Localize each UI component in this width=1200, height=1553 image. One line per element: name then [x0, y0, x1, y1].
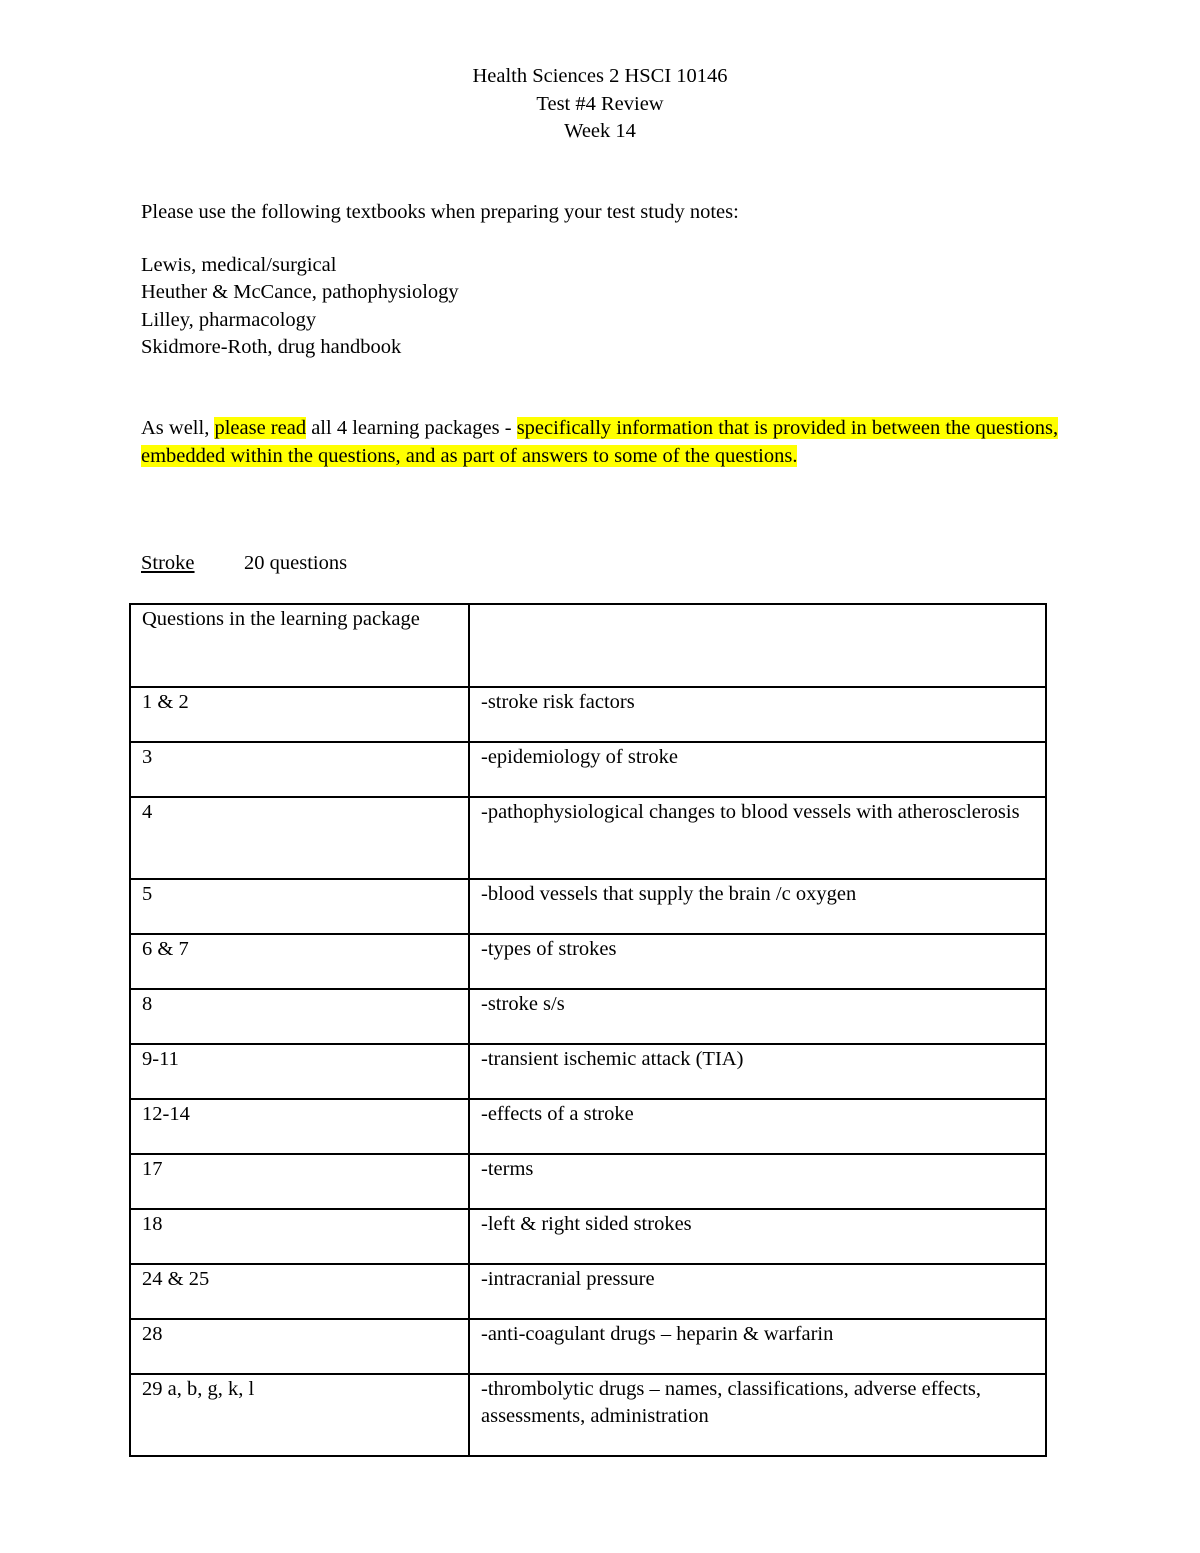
table-row — [130, 1374, 1046, 1456]
topic-cell: -blood vessels that supply the brain /c oxygen — [469, 879, 1046, 934]
section-topic: Stroke — [141, 552, 195, 574]
highlighted-text: please read — [214, 417, 307, 439]
question-count: 20 questions — [244, 552, 348, 574]
section-heading — [141, 550, 347, 577]
question-number-cell: 5 — [130, 879, 469, 934]
table-row — [130, 742, 1046, 797]
question-number-cell: 28 — [130, 1319, 469, 1374]
topic-cell: -intracranial pressure — [469, 1264, 1046, 1319]
textbook-item: Skidmore-Roth, drug handbook — [141, 335, 402, 358]
topic-cell: -types of strokes — [469, 934, 1046, 989]
textbook-item: Heuther & McCance, pathophysiology — [141, 281, 459, 304]
textbook-list — [141, 252, 459, 361]
question-number-cell: 9-11 — [130, 1044, 469, 1099]
textbook-item: Lilley, pharmacology — [141, 308, 317, 331]
question-number-cell: 6 & 7 — [130, 934, 469, 989]
table-row — [130, 934, 1046, 989]
table-header-cell — [469, 604, 1046, 687]
table-row — [130, 1044, 1046, 1099]
question-number-cell: 3 — [130, 742, 469, 797]
question-number-cell: 4 — [130, 797, 469, 879]
table-row — [130, 1319, 1046, 1374]
document-header — [0, 63, 1200, 146]
question-number-cell: 8 — [130, 989, 469, 1044]
topic-cell: -transient ischemic attack (TIA) — [469, 1044, 1046, 1099]
note-text: all 4 learning packages - — [306, 417, 517, 439]
review-table — [129, 603, 1047, 1457]
topic-cell: -left & right sided strokes — [469, 1209, 1046, 1264]
topic-cell: -effects of a stroke — [469, 1099, 1046, 1154]
table-header-cell: Questions in the learning package — [130, 604, 469, 687]
intro-text: Please use the following textbooks when preparing your test study notes: — [141, 201, 739, 223]
question-number-cell: 18 — [130, 1209, 469, 1264]
topic-cell: -stroke s/s — [469, 989, 1046, 1044]
table-row — [130, 1264, 1046, 1319]
question-number-cell: 12-14 — [130, 1099, 469, 1154]
table-header-row — [130, 604, 1046, 687]
topic-cell: -terms — [469, 1154, 1046, 1209]
test-title: Test #4 Review — [536, 92, 664, 115]
topic-cell: -pathophysiological changes to blood vessels with atherosclerosis — [469, 797, 1046, 879]
course-title: Health Sciences 2 HSCI 10146 — [472, 65, 728, 87]
textbook-item: Lewis, medical/surgical — [141, 254, 337, 276]
table-row — [130, 797, 1046, 879]
table-row — [130, 989, 1046, 1044]
table-row — [130, 1099, 1046, 1154]
table-row — [130, 1154, 1046, 1209]
question-number-cell: 1 & 2 — [130, 687, 469, 742]
note-text: As well, — [141, 417, 215, 439]
question-number-cell: 17 — [130, 1154, 469, 1209]
question-number-cell: 29 a, b, g, k, l — [130, 1374, 469, 1456]
table-row — [130, 879, 1046, 934]
week-label: Week 14 — [564, 120, 636, 142]
table-row — [130, 687, 1046, 742]
question-number-cell: 24 & 25 — [130, 1264, 469, 1319]
topic-cell: -epidemiology of stroke — [469, 742, 1046, 797]
topic-cell: -anti-coagulant drugs – heparin & warfarin — [469, 1319, 1046, 1374]
learning-package-note — [141, 414, 1071, 470]
topic-cell: -stroke risk factors — [469, 687, 1046, 742]
topic-cell: -thrombolytic drugs – names, classifications, adverse effects, assessments, administration — [469, 1374, 1046, 1456]
highlighted-text: specifically information that is provided in between the questions, embedded within the questions, and as part of answers to some of the questions. — [141, 417, 1059, 467]
table-row — [130, 1209, 1046, 1264]
